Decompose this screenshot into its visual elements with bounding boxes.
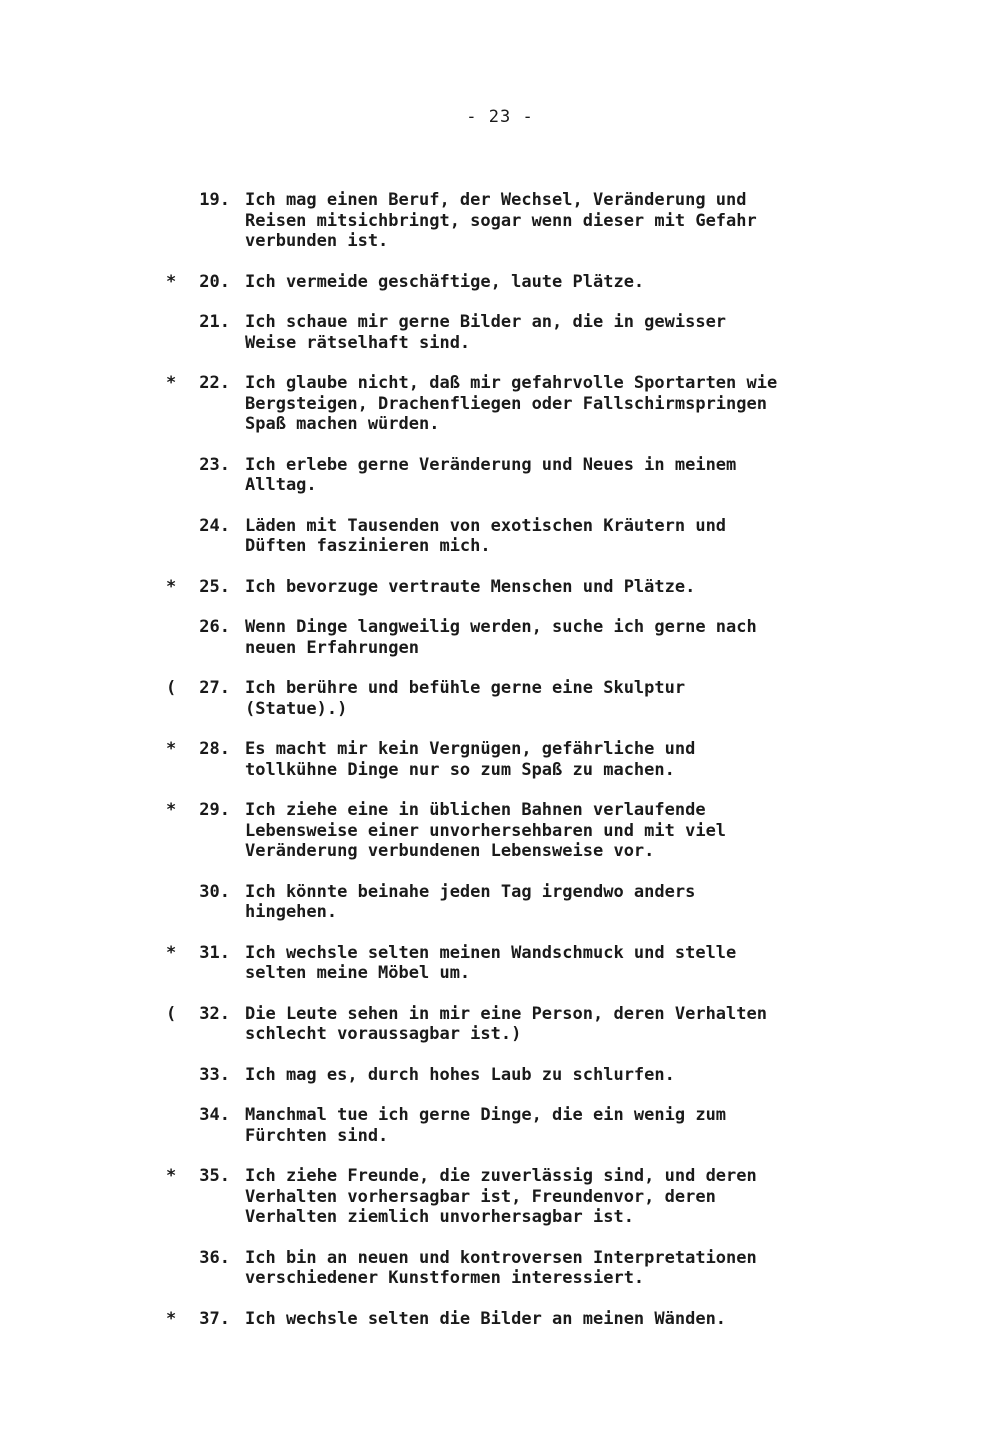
item-number: 27. <box>199 678 230 698</box>
item-marker: ( <box>166 678 177 698</box>
item-marker: * <box>166 800 177 820</box>
list-item <box>0 617 1000 658</box>
item-number: 32. <box>199 1003 230 1024</box>
item-number: 34. <box>199 1105 230 1125</box>
item-marker: * <box>166 373 177 393</box>
item-text: Ich berühre und befühle gerne eine Skulptur (Statue).) <box>245 678 686 719</box>
item-number: 36. <box>199 1247 230 1268</box>
item-text: Ich mag es, durch hohes Laub zu schlurfen. <box>245 1064 675 1085</box>
list-item <box>0 516 1000 557</box>
item-text: Ich bin an neuen und kontroversen Interpretationen verschiedener Kunstformen interessiert. <box>245 1247 757 1288</box>
item-number: 21. <box>199 312 230 332</box>
item-text: Ich schaue mir gerne Bilder an, die in gewisser Weise rätselhaft sind. <box>245 312 727 353</box>
list-item <box>0 1248 1000 1289</box>
item-marker: * <box>166 739 177 759</box>
item-text: Wenn Dinge langweilig werden, suche ich gerne nach neuen Erfahrungen <box>245 617 757 658</box>
item-marker: * <box>166 271 177 292</box>
list-item <box>0 577 1000 598</box>
item-text: Ich ziehe eine in üblichen Bahnen verlaufende Lebensweise einer unvorhersehbaren und mit viel Veränderung verbundenen Lebensweise vor. <box>245 800 727 861</box>
item-text: Ich bevorzuge vertraute Menschen und Plätze. <box>245 576 696 597</box>
item-number: 25. <box>199 576 230 597</box>
item-text: Ich könnte beinahe jeden Tag irgendwo anders hingehen. <box>245 881 696 922</box>
item-text: Ich ziehe Freunde, die zuverlässig sind, und deren Verhalten vorhersagbar ist, Freundenvor, deren Verhalten ziemlich unvorhersagbar ist. <box>245 1166 757 1227</box>
item-text: Die Leute sehen in mir eine Person, deren Verhalten schlecht voraussagbar ist.) <box>245 1003 767 1044</box>
item-text: Ich wechsle selten meinen Wandschmuck und stelle selten meine Möbel um. <box>245 942 737 983</box>
item-marker: * <box>166 942 177 963</box>
item-marker: * <box>166 1166 177 1186</box>
item-number: 24. <box>199 515 230 536</box>
list-item <box>0 739 1000 780</box>
item-text: Ich erlebe gerne Veränderung und Neues in meinem Alltag. <box>245 454 737 495</box>
item-number: 35. <box>199 1166 230 1186</box>
list-item <box>0 272 1000 293</box>
list-item <box>0 678 1000 719</box>
item-text: Ich glaube nicht, daß mir gefahrvolle Sportarten wie Bergsteigen, Drachenfliegen oder Fallschirmspringen Spaß machen würden. <box>245 373 778 434</box>
list-item <box>0 373 1000 435</box>
list-item <box>0 1309 1000 1330</box>
item-number: 26. <box>199 617 230 637</box>
item-marker: * <box>166 1308 177 1329</box>
item-marker: * <box>166 576 177 597</box>
list-item <box>0 800 1000 862</box>
page-number: - 23 - <box>466 107 534 127</box>
list-item <box>0 455 1000 496</box>
item-number: 37. <box>199 1308 230 1329</box>
list-item <box>0 1004 1000 1045</box>
item-text: Ich vermeide geschäftige, laute Plätze. <box>245 271 645 292</box>
list-item <box>0 1065 1000 1086</box>
item-text: Läden mit Tausenden von exotischen Kräutern und Düften faszinieren mich. <box>245 515 727 556</box>
item-number: 23. <box>199 454 230 475</box>
item-number: 19. <box>199 190 230 210</box>
item-text: Es macht mir kein Vergnügen, gefährliche und tollkühne Dinge nur so zum Spaß zu machen. <box>245 739 696 780</box>
item-text: Manchmal tue ich gerne Dinge, die ein wenig zum Fürchten sind. <box>245 1105 727 1146</box>
item-number: 33. <box>199 1064 230 1085</box>
questionnaire-item-list <box>0 190 1000 1349</box>
item-text: Ich mag einen Beruf, der Wechsel, Veränderung und Reisen mitsichbringt, sogar wenn dieser mit Gefahr verbunden ist. <box>245 190 757 251</box>
item-number: 22. <box>199 373 230 393</box>
list-item <box>0 943 1000 984</box>
list-item <box>0 1105 1000 1146</box>
list-item <box>0 190 1000 252</box>
list-item <box>0 312 1000 353</box>
item-number: 20. <box>199 271 230 292</box>
item-number: 28. <box>199 739 230 759</box>
item-number: 29. <box>199 800 230 820</box>
item-text: Ich wechsle selten die Bilder an meinen Wänden. <box>245 1308 727 1329</box>
item-number: 31. <box>199 942 230 963</box>
item-marker: ( <box>166 1003 177 1024</box>
list-item <box>0 882 1000 923</box>
item-number: 30. <box>199 881 230 902</box>
list-item <box>0 1166 1000 1228</box>
